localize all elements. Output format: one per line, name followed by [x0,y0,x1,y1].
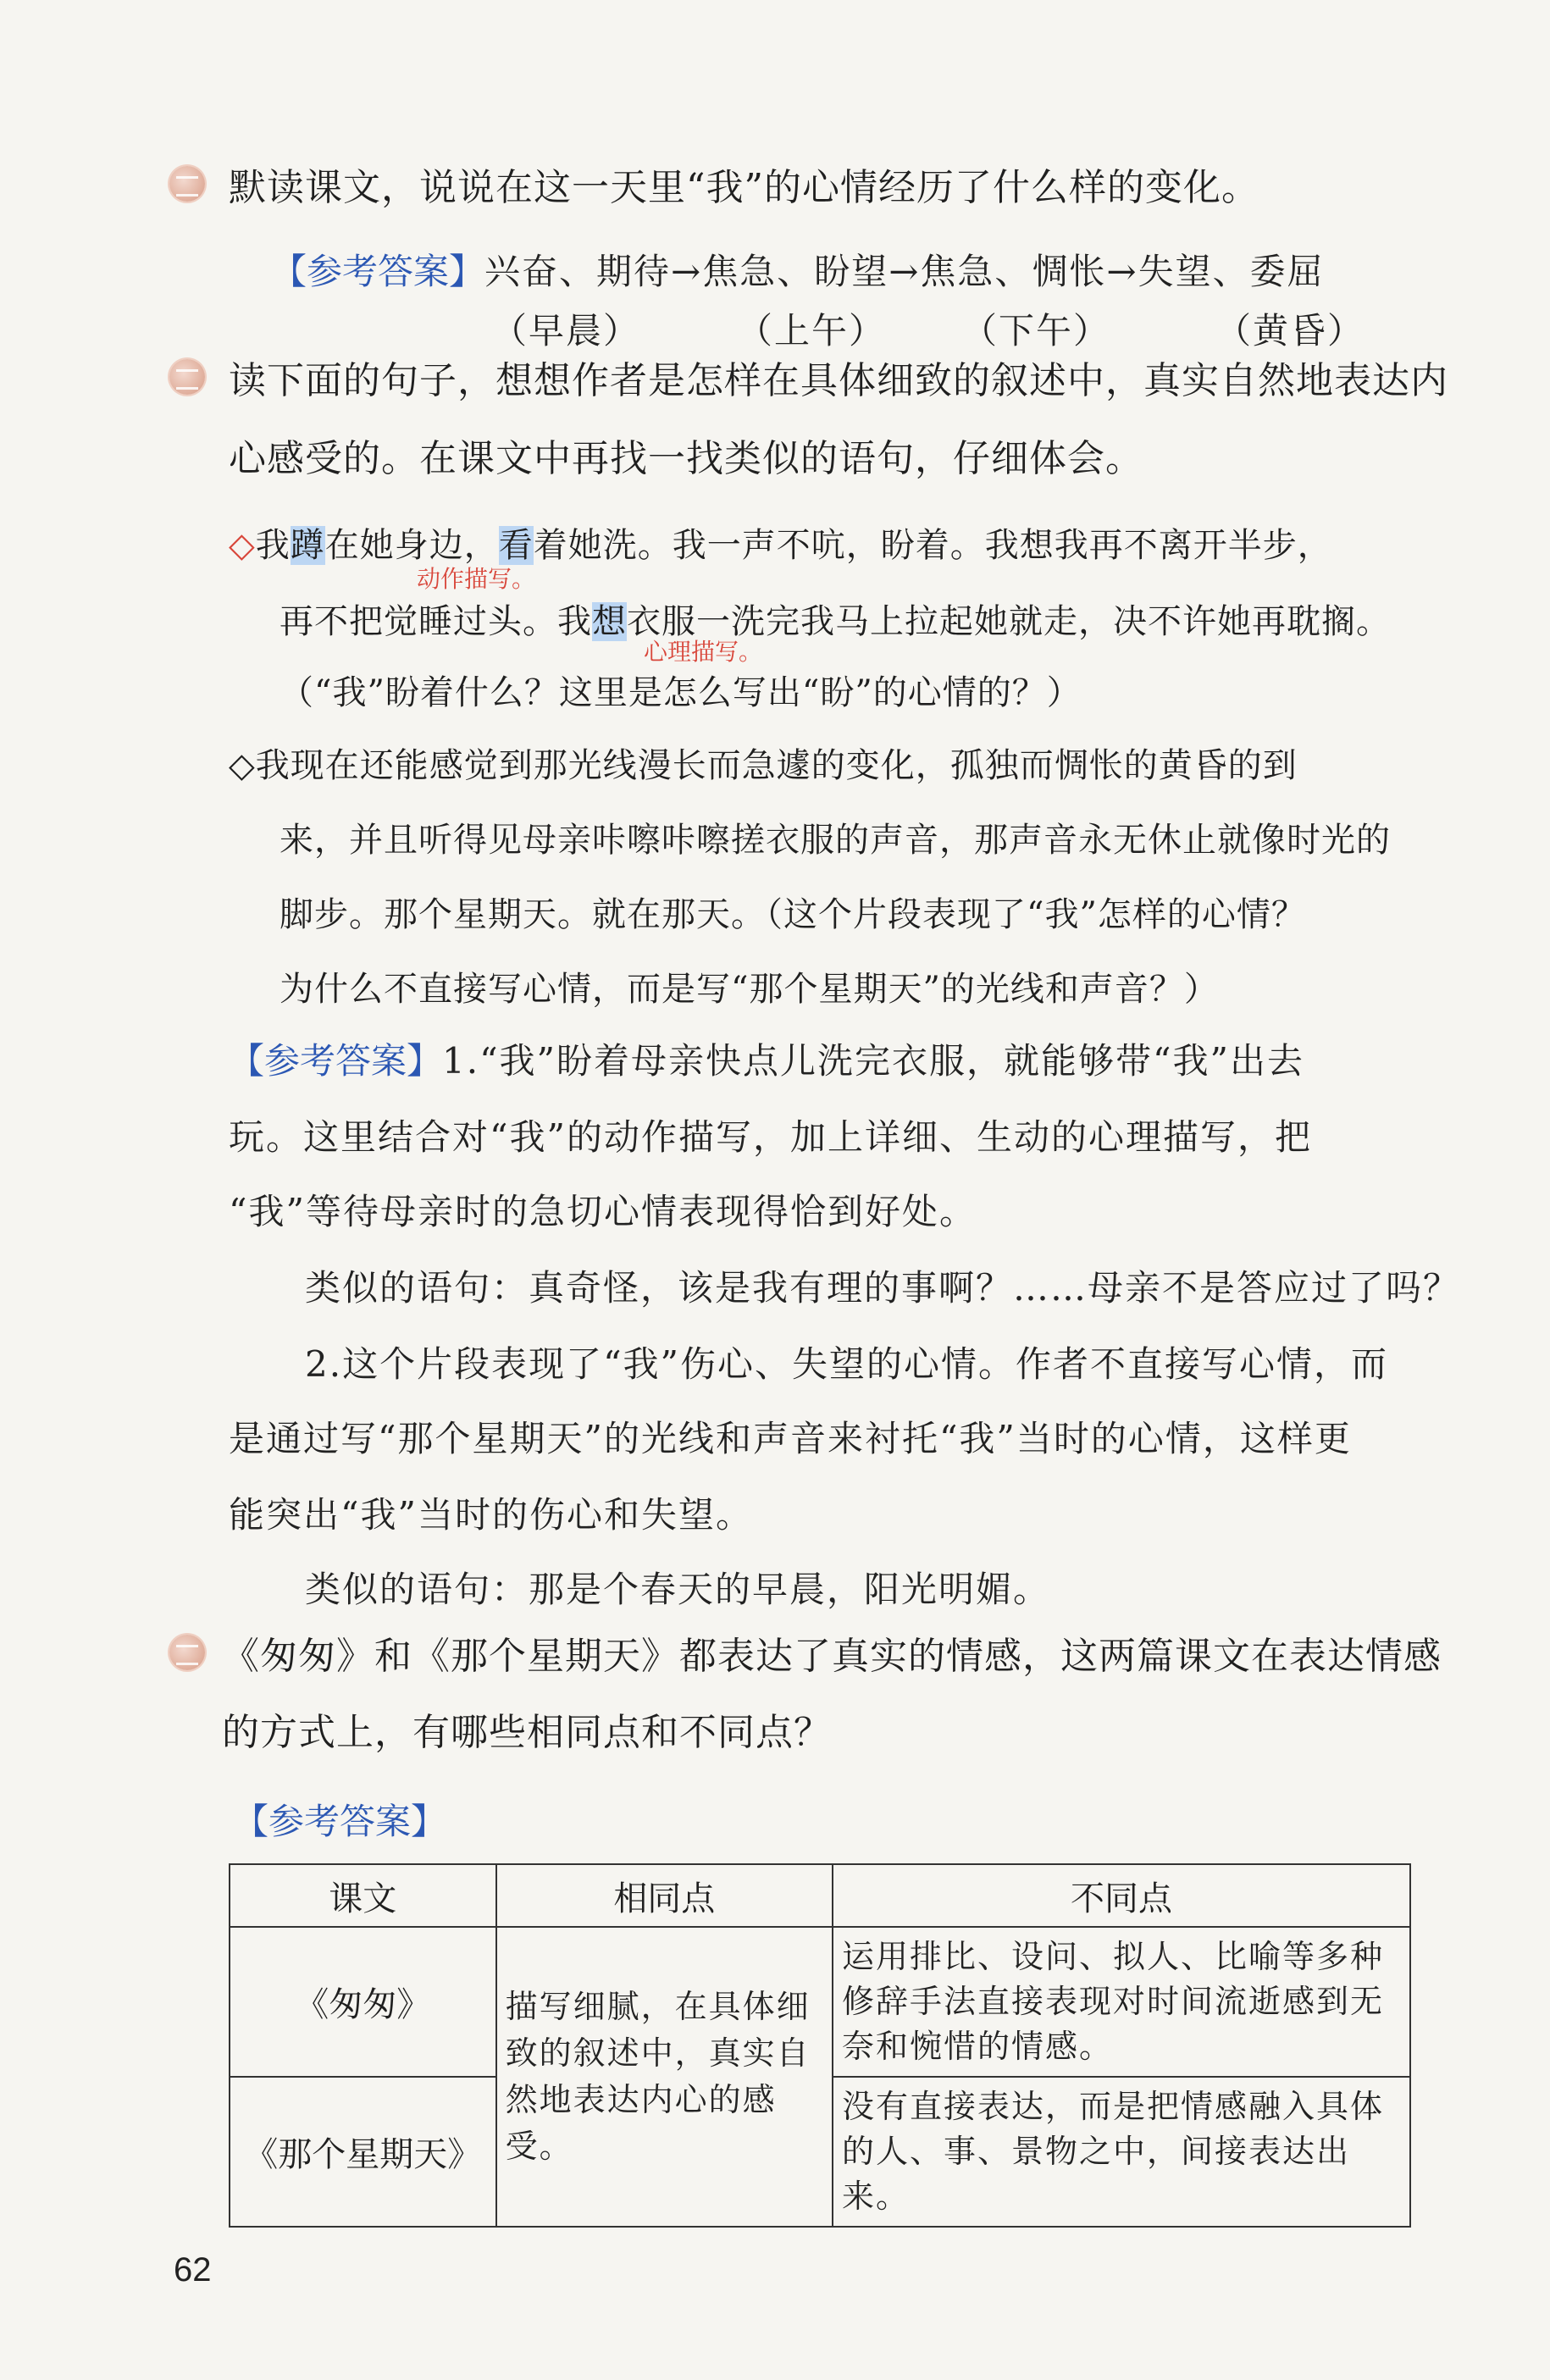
s1-highlight-1: 蹲 [290,526,325,565]
q2-answer-line-4: 类似的语句：真奇怪，该是我有理的事啊？……母亲不是答应过了吗？ [305,1267,1461,1309]
sentence-2-line-1: ◇我现在还能感觉到那光线漫长而急遽的变化，孤独而惆怅的黄昏的到 [229,746,1298,785]
s1-line2-b: 衣服一洗完我马上拉起她就走，决不许她再耽搁。 [627,602,1391,641]
question-2-line-2: 心感受的。在课文中再找一找类似的语句，仔细体会。 [229,437,1143,480]
page-number: 62 [174,2251,212,2289]
annotation-action: 动作描写。 [417,565,536,593]
q1-time-morning: （早晨） [491,310,641,351]
header-lesson: 课文 [230,1864,496,1927]
header-similarities: 相同点 [496,1864,833,1927]
q2-answer-line-2: 玩。这里结合对“我”的动作描写，加上详细、生动的心理描写，把 [229,1116,1312,1158]
table-header-row [230,1864,1410,1927]
answer-label: 【参考答案】 [229,1040,443,1082]
answer-label: 【参考答案】 [233,1801,447,1842]
s1-text-b: 在她身边， [324,526,499,565]
q2-answer-text-1: 1.“我”盼着母亲快点儿洗完衣服，就能够带“我”出去 [442,1040,1304,1082]
s1-highlight-3: 想 [592,602,627,641]
q1-time-dusk: （黄昏） [1215,310,1365,351]
q2-answer-line-1 [229,1033,1304,1084]
answer-label: 【参考答案】 [271,251,485,292]
question-3-line-2: 的方式上，有哪些相同点和不同点？ [222,1711,832,1754]
question-bullet-icon [169,359,205,395]
sentence-1-line-2 [280,595,1391,643]
sentence-2-line-4: 为什么不直接写心情，而是写“那个星期天”的光线和声音？） [280,970,1219,1009]
question-bullet-icon [169,1635,205,1670]
s1-highlight-2: 看 [498,526,534,565]
lesson-title-2: 《那个星期天》 [230,2077,496,2227]
s1-text-a: 我 [255,526,291,565]
q2-answer-line-5: 2.这个片段表现了“我”伤心、失望的心情。作者不直接写心情，而 [305,1343,1389,1385]
q2-answer-line-6: 是通过写“那个星期天”的光线和声音来衬托“我”当时的心情，这样更 [229,1418,1352,1459]
question-1-text: 默读课文，说说在这一天里“我”的心情经历了什么样的变化。 [229,166,1259,209]
q2-answer-line-7: 能突出“我”当时的伤心和失望。 [229,1494,753,1536]
s1-line2-a: 再不把觉睡过头。我 [280,602,592,641]
diamond-bullet-icon: ◇ [229,526,256,565]
sentence-2-line-3: 脚步。那个星期天。就在那天。（这个片段表现了“我”怎样的心情？ [280,895,1306,934]
similarities-cell: 描写细腻，在具体细致的叙述中，真实自然地表达内心的感受。 [496,1927,833,2227]
sentence-1-line-1 [229,518,1332,567]
annotation-psychology: 心理描写。 [644,638,763,666]
header-differences: 不同点 [833,1864,1410,1927]
q1-time-forenoon: （上午） [737,310,887,351]
comparison-table [229,1863,1411,2228]
lesson-title-1: 《匆匆》 [230,1927,496,2077]
q1-answer-line: 兴奋、期待→焦急、盼望→焦急、惆怅→失望、委屈 [484,251,1325,292]
q2-answer-line-3: “我”等待母亲时的急切心情表现得恰到好处。 [229,1191,977,1232]
question-bullet-icon [169,166,205,202]
q1-time-afternoon: （下午） [961,310,1111,351]
sentence-1-question: （“我”盼着什么？这里是怎么写出“盼”的心情的？） [280,673,1082,712]
question-2-line-1: 读下面的句子，想想作者是怎样在具体细致的叙述中，真实自然地表达内 [229,359,1448,402]
q1-answer [271,244,1325,295]
s1-text-c: 着她洗。我一声不吭，盼着。我想我再不离开半步， [533,526,1332,565]
sentence-2-line-2: 来，并且听得见母亲咔嚓咔嚓搓衣服的声音，那声音永无休止就像时光的 [280,821,1391,860]
table-row [230,1927,1410,2077]
differences-cell-1: 运用排比、设问、拟人、比喻等多种修辞手法直接表现对时间流逝感到无奈和惋惜的情感。 [833,1927,1410,2077]
differences-cell-2: 没有直接表达，而是把情感融入具体的人、事、景物之中，间接表达出来。 [833,2077,1410,2227]
question-3-line-1: 《匆匆》和《那个星期天》都表达了真实的情感，这两篇课文在表达情感 [222,1635,1442,1678]
q2-answer-line-8: 类似的语句：那是个春天的早晨，阳光明媚。 [305,1569,1051,1610]
